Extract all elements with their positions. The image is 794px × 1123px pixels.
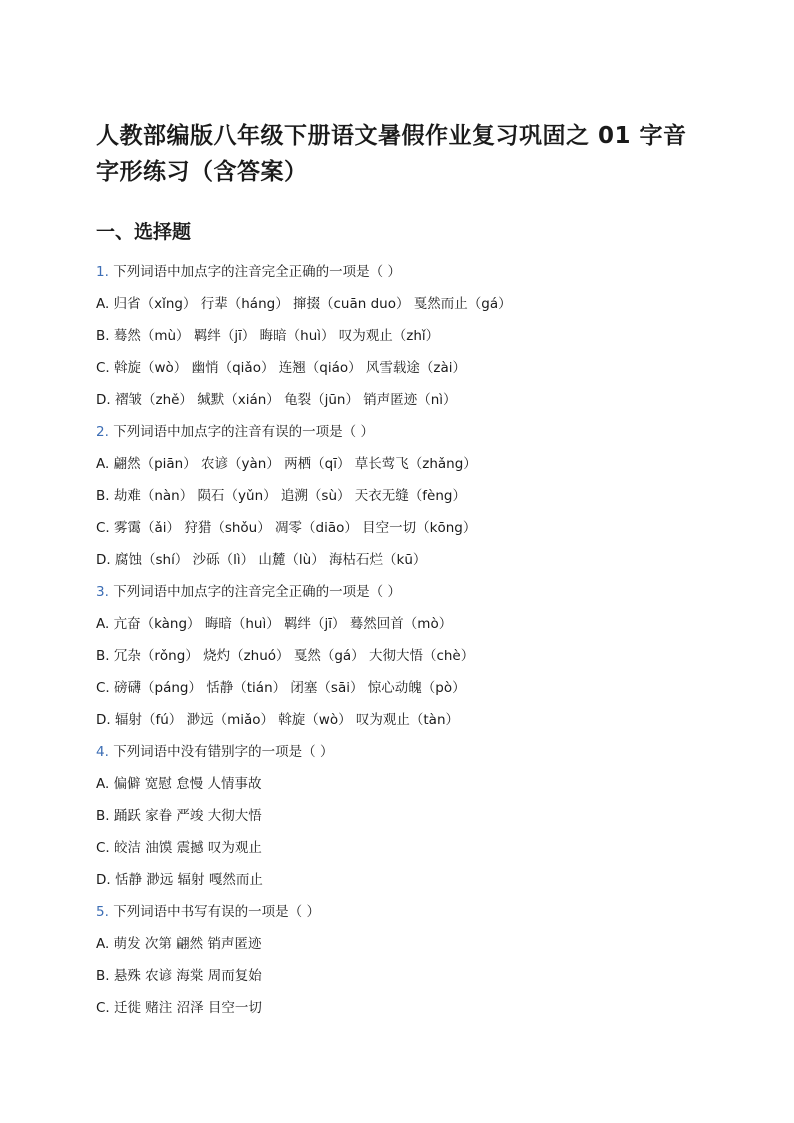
option: B. 踊跃 家眷 严竣 大彻大悟 (96, 808, 262, 824)
option: B. 蓦然（mù） 羁绊（jī） 晦暗（huì） 叹为观止（zhǐ） (96, 328, 440, 344)
question-stem (96, 582, 716, 602)
option: B. 冗杂（rǒng） 烧灼（zhuó） 戛然（gá） 大彻大悟（chè） (96, 648, 475, 664)
option: D. 褶皱（zhě） 缄默（xián） 龟裂（jūn） 销声匿迹（nì） (96, 392, 457, 408)
question-number: 5. (96, 904, 109, 920)
question-number: 4. (96, 744, 109, 760)
question-text: 下列词语中加点字的注音完全正确的一项是（ ） (113, 264, 401, 280)
question-text: 下列词语中加点字的注音有误的一项是（ ） (113, 424, 374, 440)
question-text: 下列词语中加点字的注音完全正确的一项是（ ） (113, 584, 401, 600)
option: C. 斡旋（wò） 幽悄（qiǎo） 连翘（qiáo） 风雪载途（zài） (96, 360, 466, 376)
question-stem (96, 742, 716, 762)
question-number: 2. (96, 424, 109, 440)
option: D. 辐射（fú） 渺远（miǎo） 斡旋（wò） 叹为观止（tàn） (96, 712, 460, 728)
question-text: 下列词语中没有错别字的一项是（ ） (113, 744, 334, 760)
option: A. 萌发 次第 翩然 销声匿迹 (96, 936, 262, 952)
question-stem (96, 422, 716, 442)
option: D. 腐蚀（shí） 沙砾（lì） 山麓（lù） 海枯石烂（kū） (96, 552, 427, 568)
question-number: 1. (96, 264, 109, 280)
option: A. 翩然（piān） 农谚（yàn） 两栖（qī） 草长莺飞（zhǎng） (96, 456, 477, 472)
option: B. 劫难（nàn） 陨石（yǔn） 追溯（sù） 天衣无缝（fèng） (96, 488, 466, 504)
section-heading: 一、选择题 (96, 221, 192, 243)
option: A. 亢奋（kàng） 晦暗（huì） 羁绊（jī） 蓦然回首（mò） (96, 616, 453, 632)
question-number: 3. (96, 584, 109, 600)
option: C. 雾霭（ǎi） 狩猎（shǒu） 凋零（diāo） 目空一切（kōng） (96, 520, 477, 536)
option: A. 归省（xǐng） 行辈（háng） 撺掇（cuān duo） 戛然而止（gá） (96, 296, 512, 312)
option: C. 迁徙 赌注 沼泽 目空一切 (96, 1000, 262, 1016)
document-title: 人教部编版八年级下册语文暑假作业复习巩固之 01 字音字形练习（含答案） (96, 123, 687, 185)
option: D. 恬静 渺远 辐射 嘎然而止 (96, 872, 263, 888)
question-stem (96, 902, 716, 922)
question-text: 下列词语中书写有误的一项是（ ） (113, 904, 320, 920)
option: C. 皎洁 油馍 震撼 叹为观止 (96, 840, 262, 856)
option: B. 悬殊 农谚 海棠 周而复始 (96, 968, 262, 984)
question-stem (96, 262, 716, 282)
option: A. 偏僻 宽慰 怠慢 人情事故 (96, 776, 262, 792)
option: C. 磅礴（páng） 恬静（tián） 闭塞（sāi） 惊心动魄（pò） (96, 680, 466, 696)
